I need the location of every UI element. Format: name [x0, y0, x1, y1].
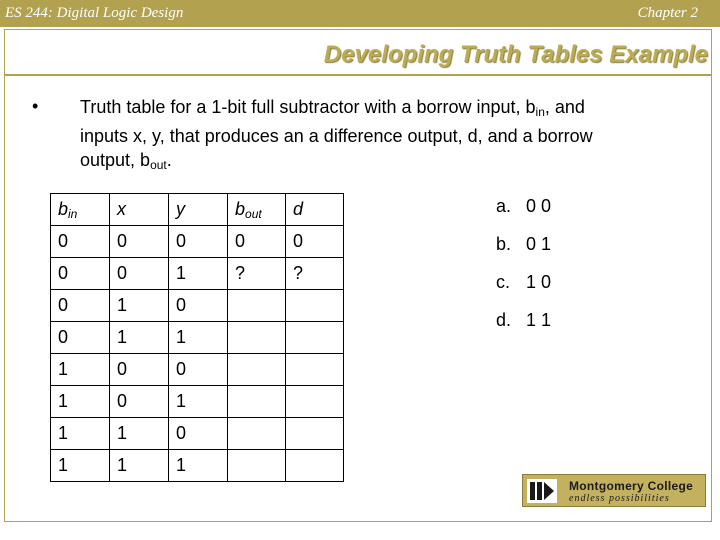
truth-table-cell: [286, 450, 344, 482]
truth-table-cell: 0: [51, 290, 110, 322]
answer-choice: [496, 234, 551, 272]
truth-table-cell: 1: [110, 418, 169, 450]
choice-letter: b.: [496, 234, 512, 254]
header-subscript: in: [68, 206, 78, 221]
truth-table-row: [51, 354, 344, 386]
truth-table-cell: 1: [169, 386, 228, 418]
choice-letter: c.: [496, 272, 511, 292]
truth-table-cell: 1: [110, 450, 169, 482]
truth-table-cell: [286, 386, 344, 418]
course-title: ES 244: Digital Logic Design: [5, 5, 184, 21]
truth-table-cell: 0: [51, 226, 110, 258]
truth-table-cell: 0: [51, 322, 110, 354]
header-variable: b: [58, 198, 69, 219]
truth-table-cell: 1: [110, 290, 169, 322]
bullet-text-part: output, b: [80, 150, 151, 170]
choice-value: 1 0: [526, 272, 552, 292]
choice-letter: a.: [496, 196, 512, 216]
chapter-label: Chapter 2: [637, 5, 698, 21]
bullet-text-part: , and: [544, 97, 585, 117]
truth-table-cell: 0: [51, 258, 110, 290]
header-variable: y: [176, 199, 185, 219]
choice-value: 1 1: [526, 310, 552, 330]
answer-choices: [496, 196, 551, 348]
truth-table-cell: 1: [169, 450, 228, 482]
header-variable: x: [117, 199, 126, 219]
truth-table-row: [51, 290, 344, 322]
answer-choice: [496, 272, 551, 310]
truth-table-cell: ?: [228, 258, 286, 290]
bullet-subscript-in: in: [535, 105, 545, 119]
truth-table-cell: [228, 418, 286, 450]
choice-value: 0 1: [526, 234, 552, 254]
truth-table-header-row: [51, 194, 344, 226]
answer-choice: [496, 310, 551, 348]
truth-table-cell: [228, 354, 286, 386]
truth-table-row: [51, 386, 344, 418]
truth-table-header-cell: [51, 194, 110, 226]
truth-table-cell: 1: [169, 322, 228, 354]
truth-table-row: [51, 418, 344, 450]
truth-table-row: [51, 322, 344, 354]
slide-title: Developing Truth Tables Example: [323, 41, 708, 68]
truth-table-cell: 1: [169, 258, 228, 290]
truth-table-row: [51, 450, 344, 482]
truth-table-cell: 0: [228, 226, 286, 258]
truth-table-cell: [228, 322, 286, 354]
college-tagline: endless possibilities: [569, 493, 670, 504]
truth-table-header-cell: [110, 194, 169, 226]
truth-table: [50, 193, 344, 482]
header-subscript: out: [245, 206, 262, 221]
college-logo-icon: [527, 479, 557, 503]
college-name: Montgomery College: [569, 479, 694, 493]
bullet-text: [80, 95, 670, 177]
bullet-text-part: .: [166, 150, 172, 170]
title-divider: [4, 74, 712, 76]
choice-value: 0 0: [526, 196, 552, 216]
truth-table-header-cell: [286, 194, 344, 226]
truth-table-cell: 1: [110, 322, 169, 354]
truth-table-cell: [228, 450, 286, 482]
truth-table-cell: 0: [110, 226, 169, 258]
truth-table-cell: 0: [169, 226, 228, 258]
truth-table-cell: 1: [51, 386, 110, 418]
truth-table-cell: [286, 418, 344, 450]
truth-table-cell: 0: [169, 290, 228, 322]
bullet-text-part: Truth table for a 1-bit full subtractor with a borrow input, b: [80, 97, 536, 117]
truth-table-header-cell: [228, 194, 286, 226]
truth-table-cell: [228, 290, 286, 322]
answer-choice: [496, 196, 551, 234]
truth-table-cell: 1: [51, 450, 110, 482]
truth-table-cell: [286, 322, 344, 354]
bullet-subscript-out: out: [150, 158, 167, 172]
truth-table-cell: 0: [169, 418, 228, 450]
bullet-text-part: inputs x, y, that produces an a difference output, d, and a borrow: [80, 126, 593, 146]
choice-letter: d.: [496, 310, 512, 330]
truth-table-cell: 1: [51, 354, 110, 386]
truth-table-cell: [286, 290, 344, 322]
truth-table-cell: 0: [110, 386, 169, 418]
truth-table-cell: 0: [110, 258, 169, 290]
header-variable: d: [293, 199, 304, 219]
truth-table-cell: [286, 354, 344, 386]
truth-table-cell: 0: [110, 354, 169, 386]
college-logo: [522, 474, 706, 507]
truth-table-cell: 0: [169, 354, 228, 386]
bullet-marker: •: [32, 96, 39, 116]
truth-table-cell: ?: [286, 258, 344, 290]
header-bar: [0, 0, 720, 27]
truth-table-cell: 0: [286, 226, 344, 258]
truth-table-row: [51, 258, 344, 290]
truth-table-header-cell: [169, 194, 228, 226]
header-variable: b: [235, 198, 246, 219]
truth-table-cell: [228, 386, 286, 418]
truth-table-cell: 1: [51, 418, 110, 450]
truth-table-row: [51, 226, 344, 258]
